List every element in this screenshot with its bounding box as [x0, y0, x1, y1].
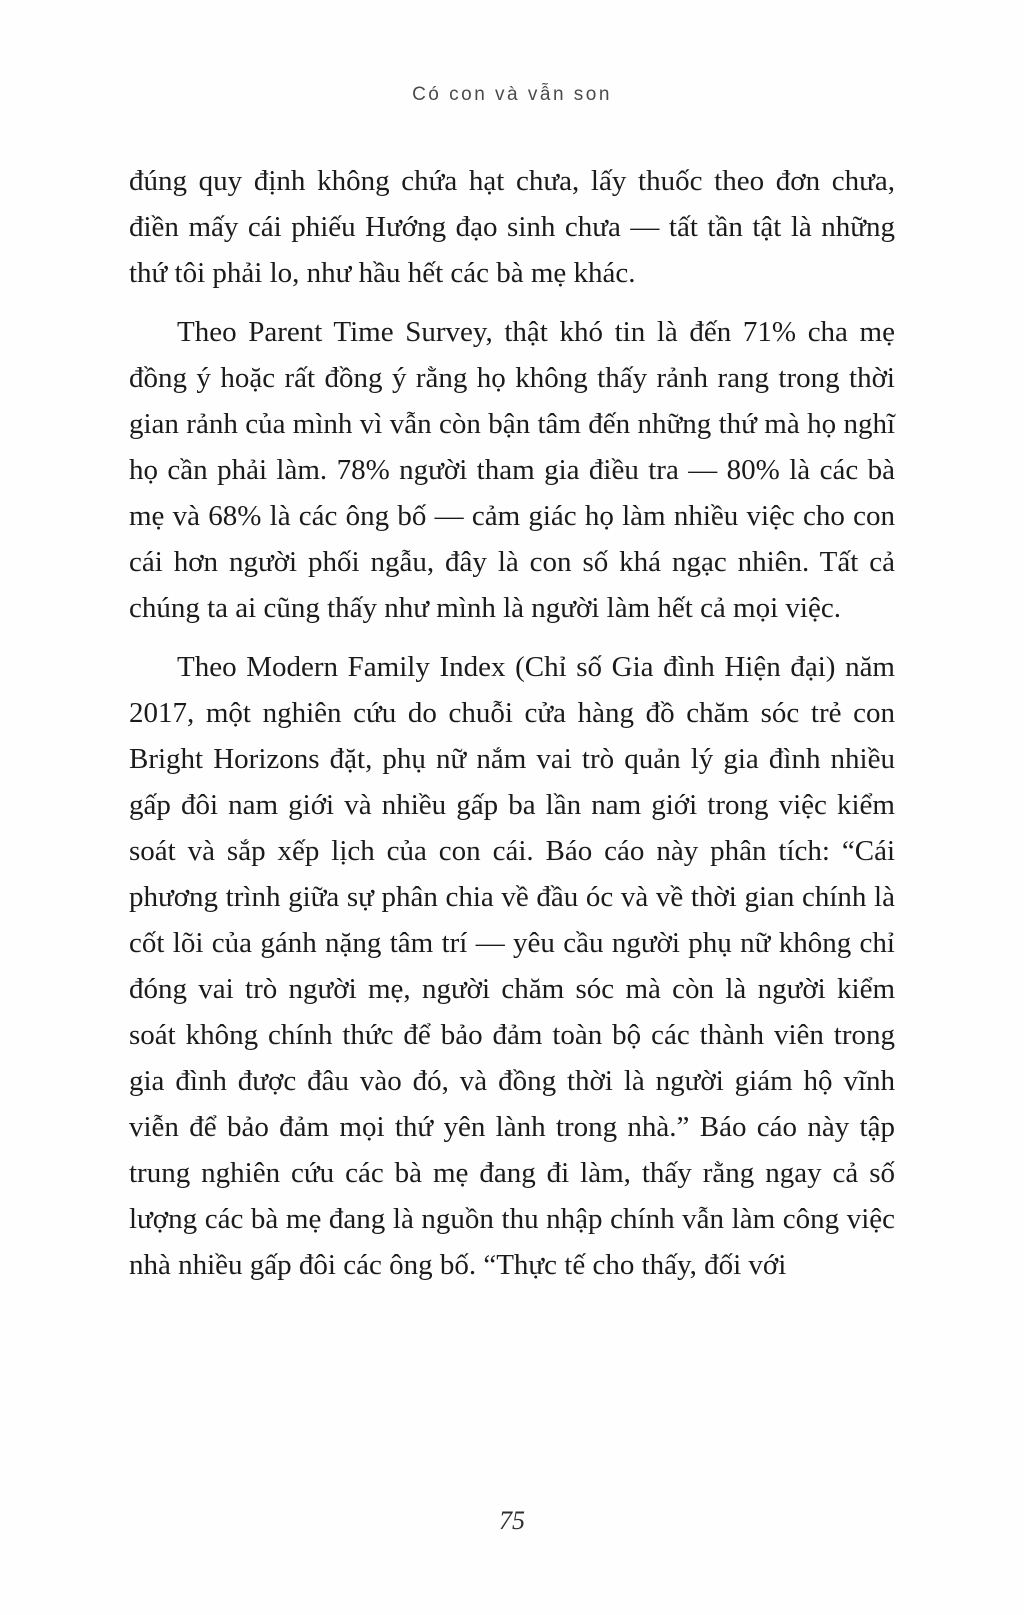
paragraph-continuation: đúng quy định không chứa hạt chưa, lấy thuốc theo đơn chưa, điền mấy cái phiếu Hướng đạo sinh chưa — tất tần tật là những thứ tôi phải lo, như hầu hết các bà mẹ khác. [129, 165, 895, 289]
page-number: 75 [499, 1506, 525, 1535]
paragraph-modern-family-index: Theo Modern Family Index (Chỉ số Gia đình Hiện đại) năm 2017, một nghiên cứu do chuỗi cửa hàng đồ chăm sóc trẻ con Bright Horizons đặt, phụ nữ nắm vai trò quản lý gia đình nhiều gấp đôi nam giới và nhiều gấp ba lần nam giới trong việc kiểm soát và sắp xếp lịch của con cái. Báo cáo này phân tích: “Cái phương trình giữa sự phân chia về đầu óc và về thời gian chính là cốt lõi của gánh nặng tâm trí — yêu cầu người phụ nữ không chỉ đóng vai trò người mẹ, người chăm sóc mà còn là người kiểm soát không chính thức để bảo đảm toàn bộ các thành viên trong gia đình được đâu vào đó, và đồng thời là người giám hộ vĩnh viễn để bảo đảm mọi thứ yên lành trong nhà.” Báo cáo này tập trung nghiên cứu các bà mẹ đang đi làm, thấy rằng ngay cả số lượng các bà mẹ đang là nguồn thu nhập chính vẫn làm công việc nhà nhiều gấp đôi các ông bố. “Thực tế cho thấy, đối với [129, 651, 895, 1281]
body-text [129, 158, 895, 1288]
running-header: Có con và vẫn son [412, 84, 612, 105]
paragraph-parent-time-survey: Theo Parent Time Survey, thật khó tin là đến 71% cha mẹ đồng ý hoặc rất đồng ý rằng họ không thấy rảnh rang trong thời gian rảnh của mình vì vẫn còn bận tâm đến những thứ mà họ nghĩ họ cần phải làm. 78% người tham gia điều tra — 80% là các bà mẹ và 68% là các ông bố — cảm giác họ làm nhiều việc cho con cái hơn người phối ngẫu, đây là con số khá ngạc nhiên. Tất cả chúng ta ai cũng thấy như mình là người làm hết cả mọi việc. [129, 316, 895, 624]
